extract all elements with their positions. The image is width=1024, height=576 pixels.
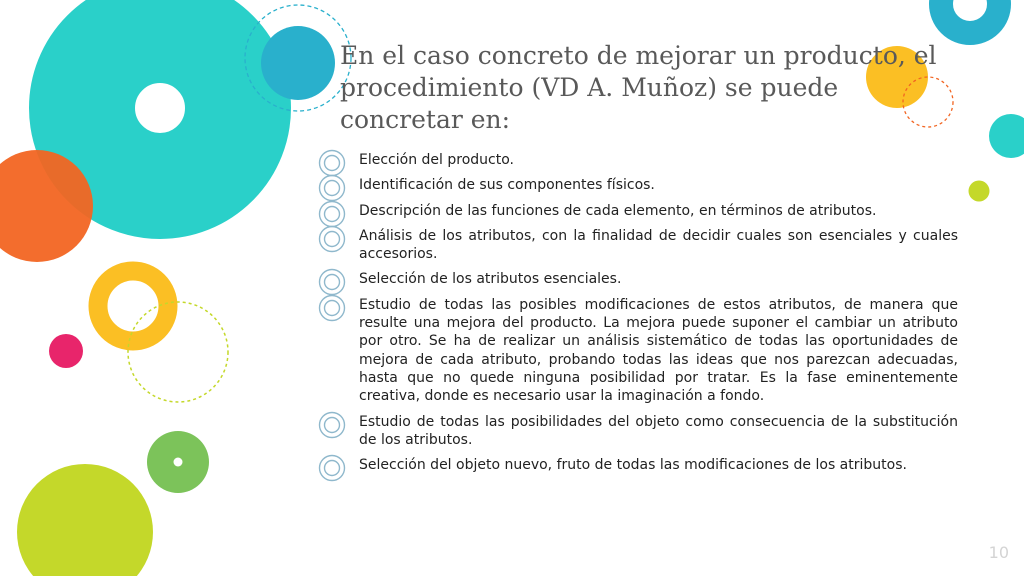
- bullet-text: Identificación de sus componentes físicos.: [359, 177, 655, 194]
- pink-dot: [49, 334, 83, 368]
- slide-title: En el caso concreto de mejorar un producto, el procedimiento (VD A. Muñoz) se puede concretar en:: [340, 41, 937, 134]
- concentric-circle-icon: [318, 294, 346, 322]
- list-item: [318, 270, 958, 288]
- turquoise-ring: [82, 30, 238, 186]
- bullet-text: Estudio de todas las posibles modificaciones de estos atributos, de manera que resulte una mejora del producto. La mejora puede suponer el cambiar un atributo por otro. Se ha de realizar un análisis sistemático de todas las oportunidades de mejora de cada atributo, probando todas las ideas que nos parezcan adecuadas, hasta que no quede ninguna posibilidad por tratar. Es la fase eminentemente creativa, donde es necesario usar la imaginación a fondo.: [359, 296, 958, 405]
- list-item: [318, 202, 958, 220]
- green-circle-center: [174, 458, 183, 467]
- blue-circle: [261, 26, 335, 100]
- bullet-text: Selección de los atributos esenciales.: [359, 271, 622, 288]
- bullet-text: Estudio de todas las posibilidades del objeto como consecuencia de la substitución de los atributos.: [359, 413, 958, 448]
- page-number: 10: [988, 543, 1009, 562]
- lime-dot-right: [969, 181, 990, 202]
- concentric-circle-icon: [318, 268, 346, 296]
- yellow-ring: [98, 271, 168, 341]
- lime-circle: [17, 464, 153, 576]
- concentric-circle-icon: [318, 200, 346, 228]
- list-item: [318, 456, 958, 474]
- concentric-circle-icon: [318, 454, 346, 482]
- list-item: [318, 413, 958, 450]
- blue-ring-top-right: [941, 0, 999, 33]
- list-item: [318, 296, 958, 406]
- list-item: [318, 227, 958, 264]
- concentric-circle-icon: [318, 174, 346, 202]
- list-item: [318, 176, 958, 194]
- bullet-text: Descripción de las funciones de cada elemento, en términos de atributos.: [359, 202, 877, 219]
- bullet-list: [318, 151, 958, 481]
- concentric-circle-icon: [318, 411, 346, 439]
- concentric-circle-icon: [318, 149, 346, 177]
- turquoise-circle-right: [989, 114, 1024, 158]
- bullet-text: Análisis de los atributos, con la finalidad de decidir cuales son esenciales y cuales accesorios.: [359, 227, 958, 263]
- bullet-text: Elección del producto.: [359, 152, 514, 168]
- dashed-ring-green: [128, 302, 228, 402]
- list-item: [318, 151, 958, 169]
- concentric-circle-icon: [318, 225, 346, 253]
- bullet-text: Selección del objeto nuevo, fruto de todas las modificaciones de los atributos.: [359, 457, 907, 474]
